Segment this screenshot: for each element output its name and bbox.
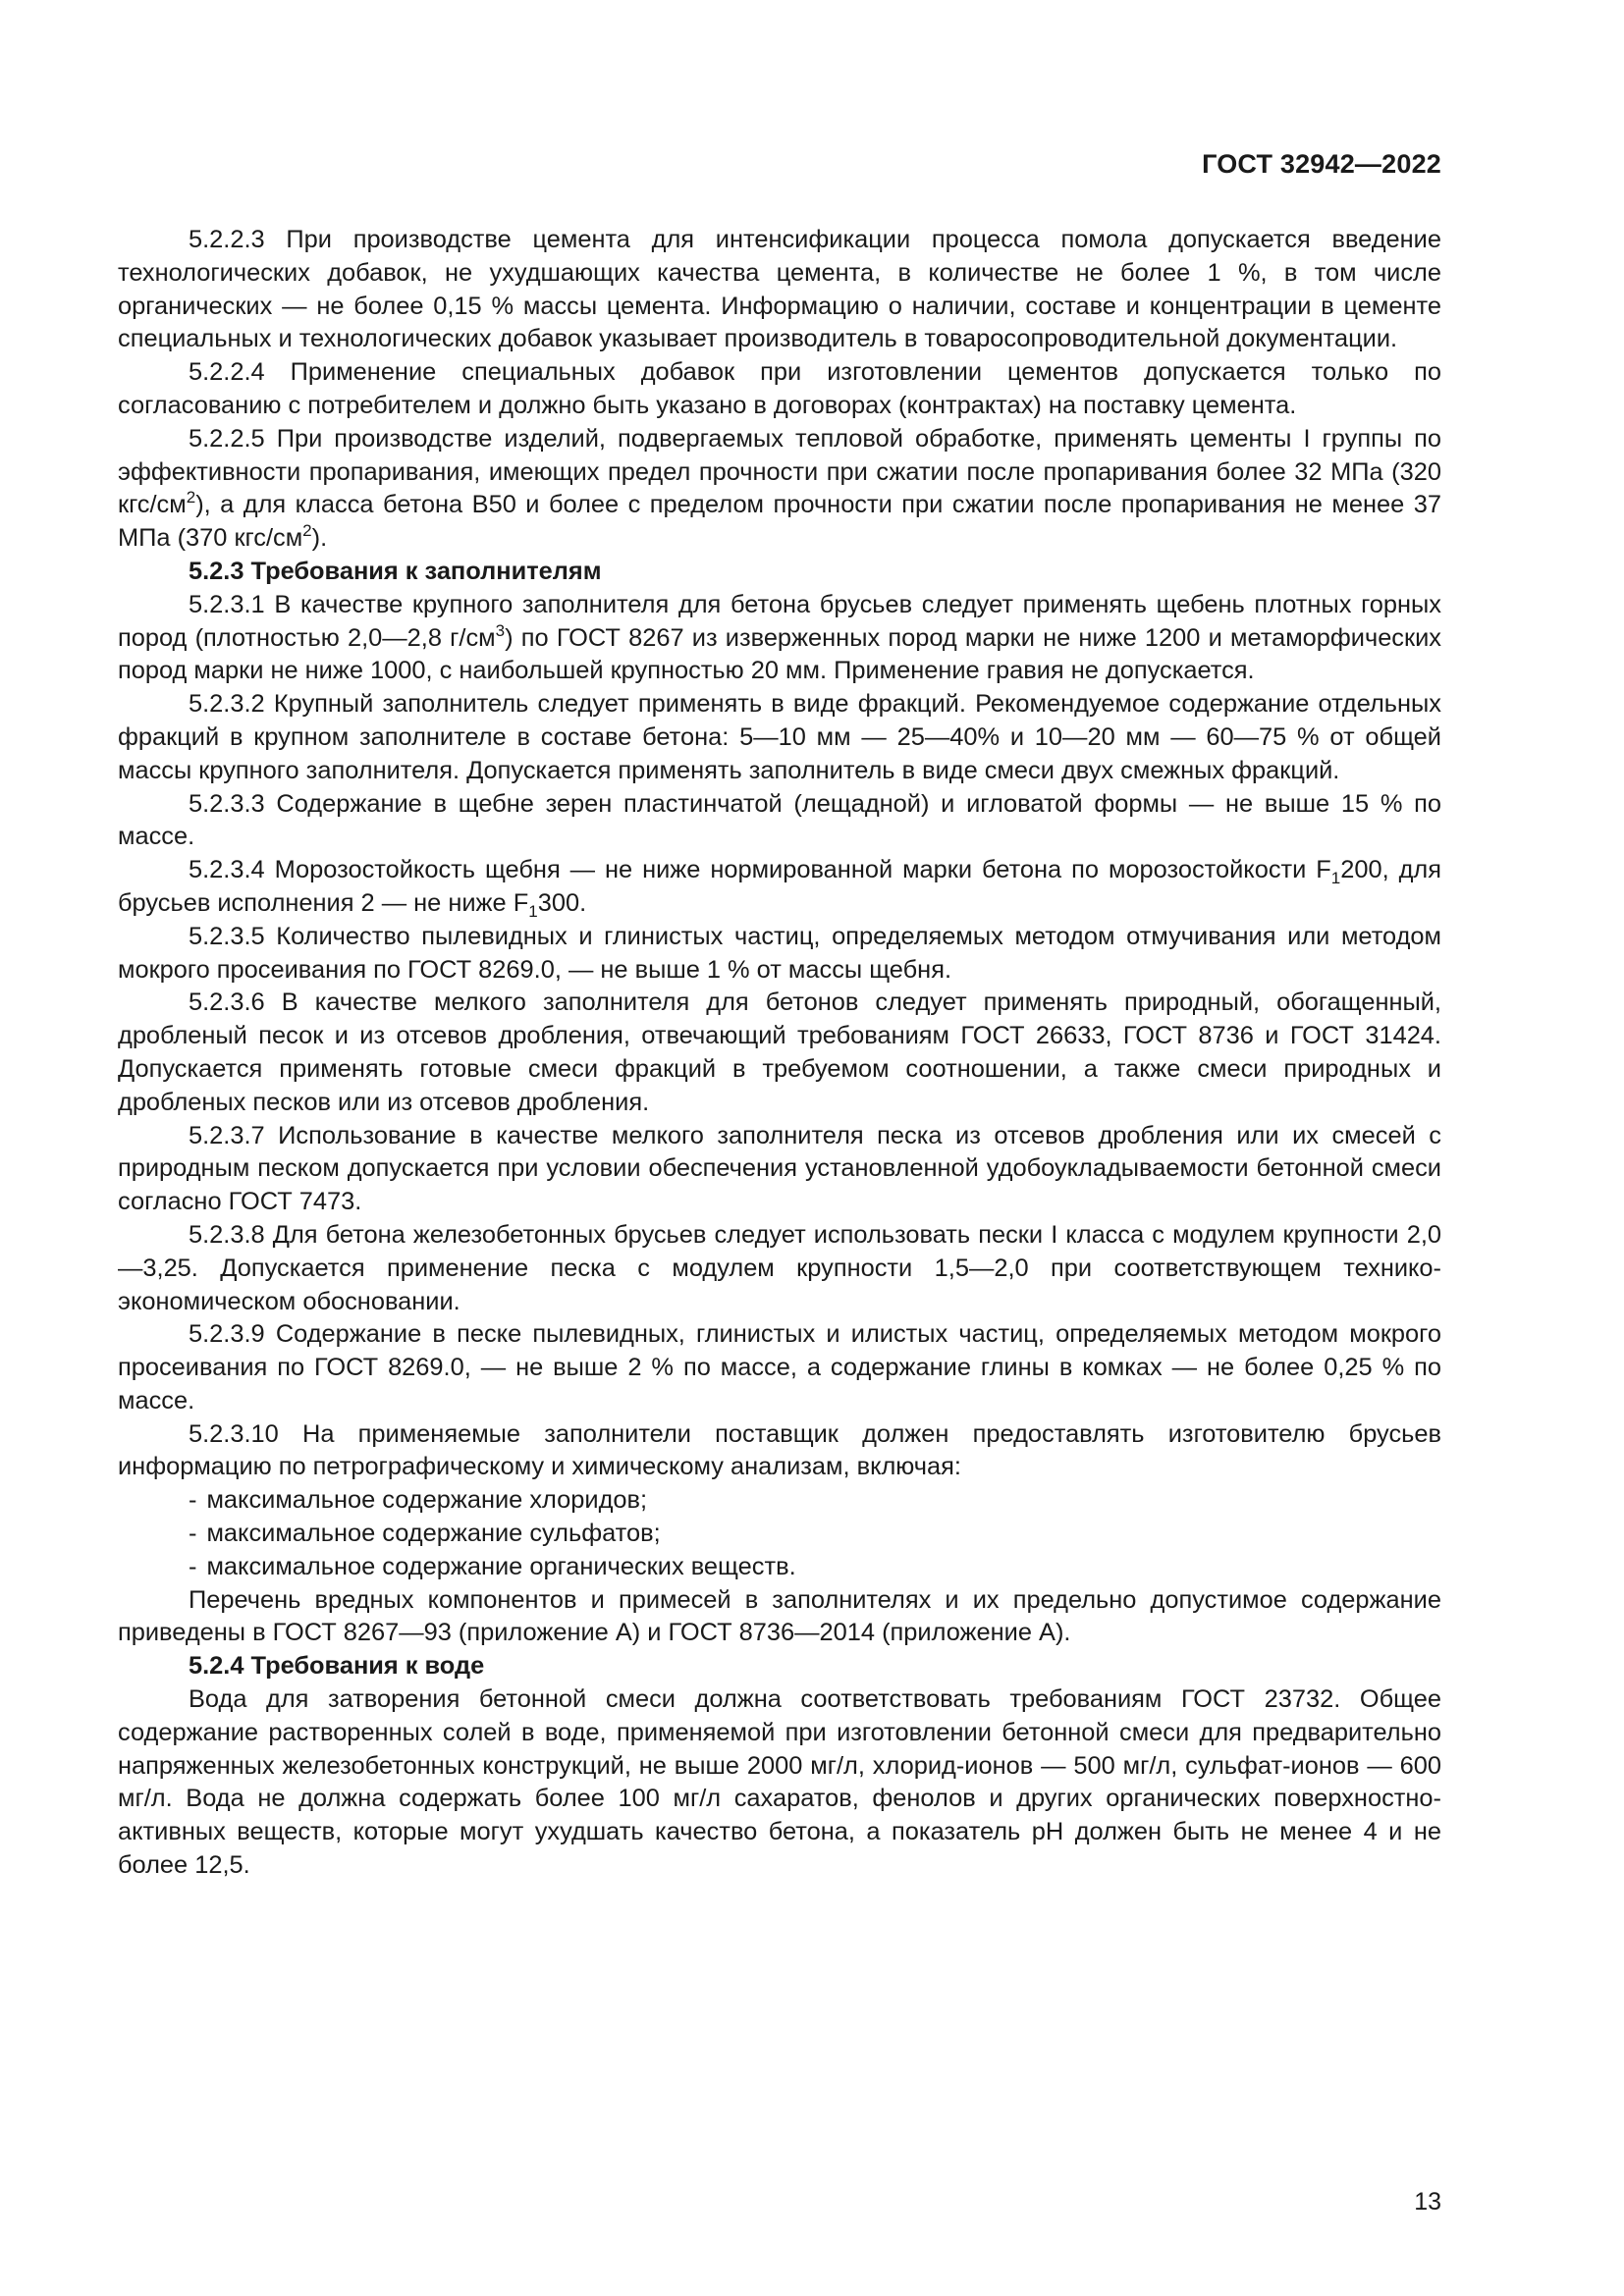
section-heading-5-2-4: 5.2.4 Требования к воде xyxy=(189,1652,485,1681)
paragraph-5-2-2-5 xyxy=(118,423,1441,556)
list-item xyxy=(118,1518,1441,1551)
paragraph-water-requirements: Вода для затворения бетонной смеси должна соответствовать требованиям ГОСТ 23732. Общее содержание растворенных солей в воде, применяемой при изготовлении бетонной смеси для предварительно напряженных железобетонных конструкций, не выше 2000 мг/л, хлорид-ионов — 500 мг/л, сульфат-ионов — 600 мг/л. Вода не должна содержать более 100 мг/л сахаратов, фенолов и других органических поверхностно-активных веществ, которые могут ухудшать качество бетона, а показатель pH должен быть не менее 4 и не более 12,5. xyxy=(118,1685,1441,1880)
paragraph-5-2-3-7: 5.2.3.7 Использование в качестве мелкого заполнителя песка из отсевов дробления или их смесей с природным песком допускается при условии обеспечения установленной удобоукладываемости бетонной смеси согласно ГОСТ 7473. xyxy=(118,1121,1441,1216)
paragraph-5-2-3-4-text-b: 200, для брусьев исполнения 2 — не ниже F xyxy=(118,856,1441,917)
paragraph-5-2-3-1-text-a: 5.2.3.1 В качестве крупного заполнителя для бетона брусьев следует применять щебень плотных горных пород (плотностью 2,0—2,8 г/см xyxy=(118,590,1441,652)
paragraph-5-2-3-4-text-a: 5.2.3.4 Морозостойкость щебня — не ниже нормированной марки бетона по морозостойкости F xyxy=(189,856,1331,884)
paragraph-5-2-2-4: 5.2.2.4 Применение специальных добавок при изготовлении цементов допускается только по согласованию с потребителем и должно быть указано в договорах (контрактах) на поставку цемента. xyxy=(118,358,1441,419)
paragraph-5-2-2-5-text-b: ), а для класса бетона В50 и более с пределом прочности при сжатии после пропаривания не менее 37 МПа (370 кгс/см xyxy=(118,491,1441,553)
subscript: 1 xyxy=(1330,869,1341,888)
list-dash: - xyxy=(189,1520,197,1548)
list-dash: - xyxy=(189,1552,197,1580)
superscript: 2 xyxy=(302,521,312,541)
paragraph-5-2-3-3: 5.2.3.3 Содержание в щебне зерен пластинчатой (лещадной) и игловатой формы — не выше 15 % по массе. xyxy=(118,789,1441,851)
list-item-text: максимальное содержание сульфатов; xyxy=(206,1520,661,1548)
paragraph-5-2-3-2: 5.2.3.2 Крупный заполнитель следует применять в виде фракций. Рекомендуемое содержание отдельных фракций в крупном заполнителе в составе бетона: 5—10 мм — 25—40% и 10—20 мм — 60—75 % от общей массы крупного заполнителя. Допускается применять заполнитель в виде смеси двух смежных фракций. xyxy=(118,690,1441,784)
paragraph-5-2-3-6: 5.2.3.6 В качестве мелкого заполнителя для бетонов следует применять природный, обогащенный, дробленый песок и из отсевов дробления, отвечающий требованиям ГОСТ 26633, ГОСТ 8736 и ГОСТ 31424. Допускается применять готовые смеси фракций в требуемом соотношении, а также смеси природных и дробленых песков или из отсевов дробления. xyxy=(118,988,1441,1116)
paragraph-5-2-2-5-text-c: ). xyxy=(311,524,328,553)
paragraph-harmful-components: Перечень вредных компонентов и примесей в заполнителях и их предельно допустимое содержание приведены в ГОСТ 8267—93 (приложение А) и ГОСТ 8736—2014 (приложение А). xyxy=(118,1585,1441,1647)
superscript: 3 xyxy=(495,620,506,640)
subscript: 1 xyxy=(528,901,538,921)
list-item xyxy=(118,1551,1441,1584)
document-header-standard-id: ГОСТ 32942—2022 xyxy=(1202,149,1441,179)
paragraph-5-2-3-1-text-b: ) по ГОСТ 8267 из изверженных пород марки не ниже 1200 и метаморфических пород марки не ниже 1000, с наибольшей крупностью 20 мм. Применение гравия не допускается. xyxy=(118,623,1441,685)
paragraph-5-2-3-1 xyxy=(118,589,1441,688)
section-heading-5-2-3: 5.2.3 Требования к заполнителям xyxy=(189,557,602,585)
paragraph-5-2-3-5: 5.2.3.5 Количество пылевидных и глинистых частиц, определяемых методом отмучивания или методом мокрого просеивания по ГОСТ 8269.0, — не выше 1 % от массы щебня. xyxy=(118,922,1441,984)
list-item-text: максимальное содержание хлоридов; xyxy=(206,1486,648,1515)
paragraph-5-2-3-10: 5.2.3.10 На применяемые заполнители поставщик должен предоставлять изготовителю брусьев информацию по петрографическому и химическому анализам, включая: xyxy=(118,1419,1441,1481)
paragraph-5-2-3-8: 5.2.3.8 Для бетона железобетонных брусьев следует использовать пески I класса с модулем крупности 2,0—3,25. Допускается применение песка с модулем крупности 1,5—2,0 при соответствующем технико-экономическом обосновании. xyxy=(118,1220,1441,1315)
paragraph-5-2-3-9: 5.2.3.9 Содержание в песке пылевидных, глинистых и илистых частиц, определяемых методом мокрого просеивания по ГОСТ 8269.0, — не выше 2 % по массе, а содержание глины в комках — не более 0,25 % по массе. xyxy=(118,1320,1441,1415)
list-item xyxy=(118,1484,1441,1518)
document-body xyxy=(118,224,1441,1883)
list-dash: - xyxy=(189,1486,197,1515)
superscript: 2 xyxy=(186,488,196,507)
list-item-text: максимальное содержание органических веществ. xyxy=(206,1552,796,1580)
paragraph-5-2-3-4-text-c: 300. xyxy=(537,888,587,917)
paragraph-5-2-2-5-text-a: 5.2.2.5 При производстве изделий, подвергаемых тепловой обработке, применять цементы I группы по эффективности пропаривания, имеющих предел прочности при сжатии после пропаривания более 32 МПа (320 кгс/см xyxy=(118,424,1441,519)
page-number: 13 xyxy=(1414,2188,1441,2216)
paragraph-5-2-2-3: 5.2.2.3 При производстве цемента для интенсификации процесса помола допускается введение технологических добавок, не ухудшающих качества цемента, в количестве не более 1 %, в том числе органических — не более 0,15 % массы цемента. Информацию о наличии, составе и концентрации в цементе специальных и технологических добавок указывает производитель в товаросопроводительной документации. xyxy=(118,226,1441,353)
paragraph-5-2-3-4 xyxy=(118,854,1441,921)
